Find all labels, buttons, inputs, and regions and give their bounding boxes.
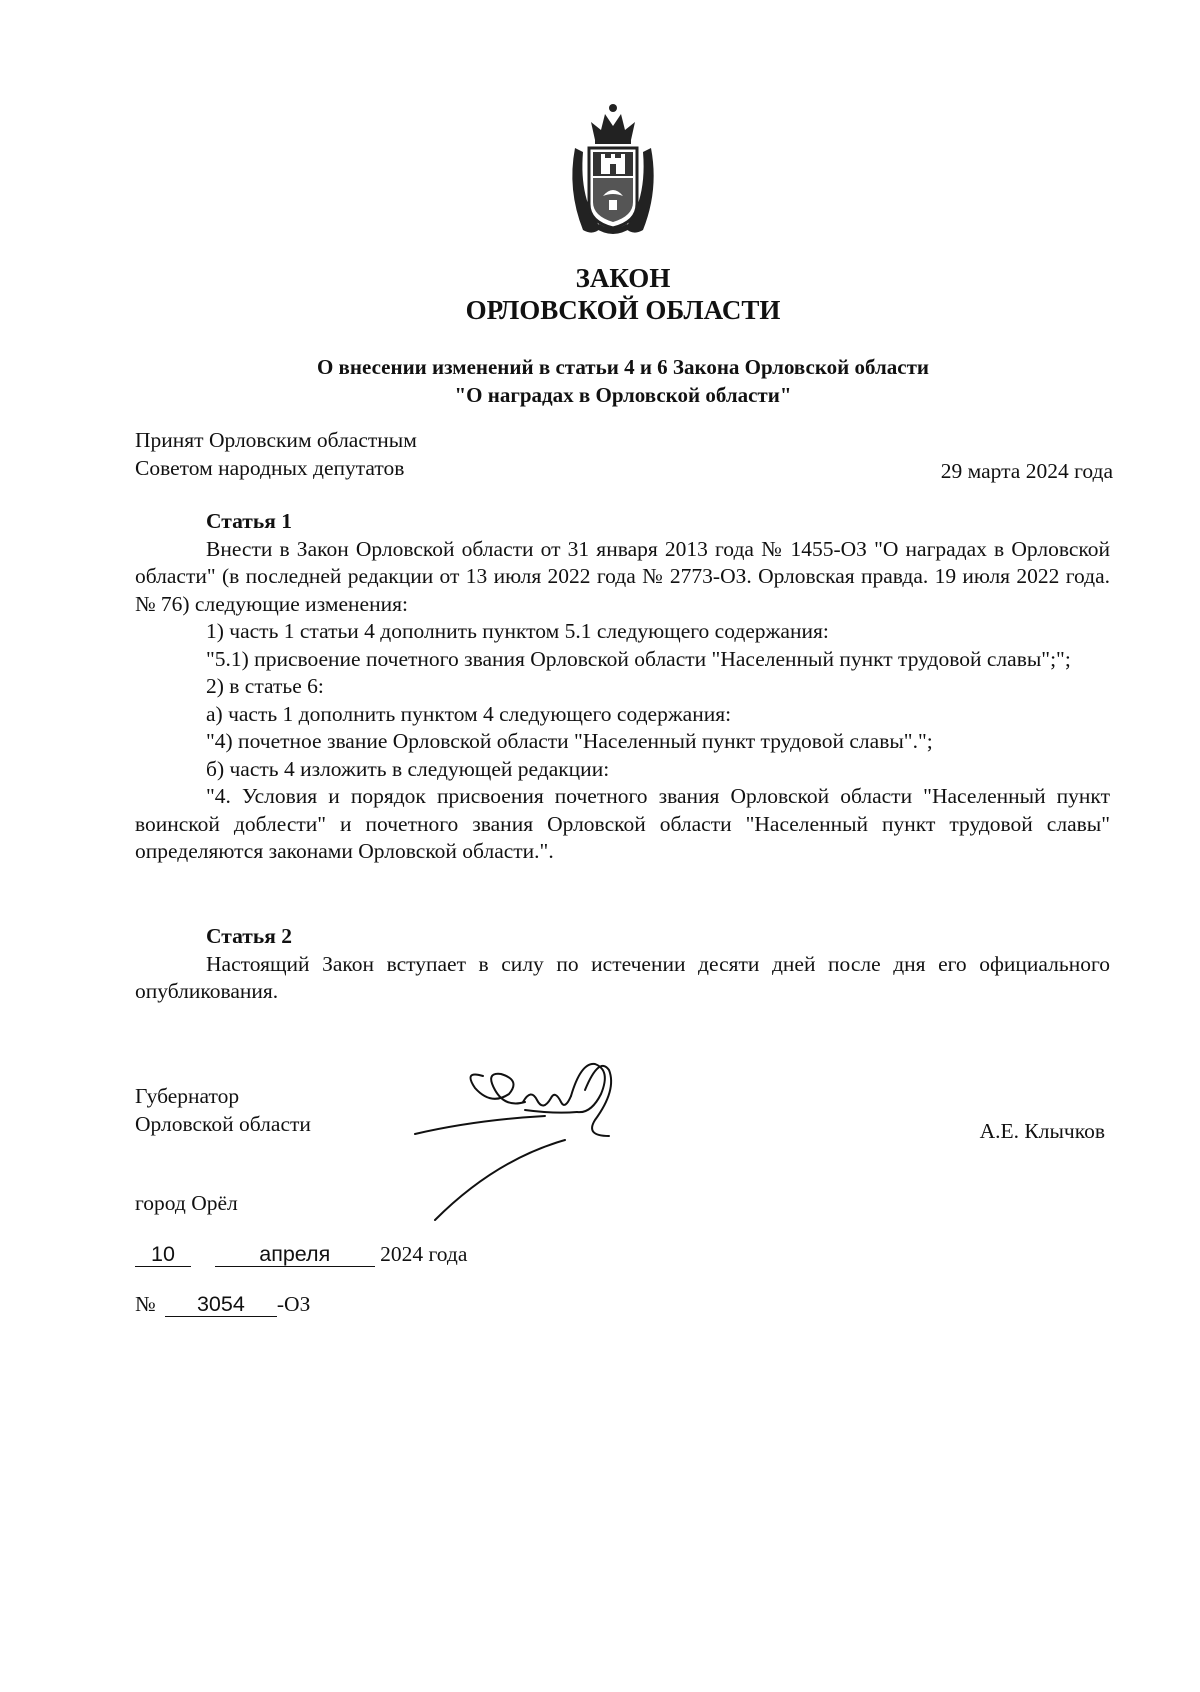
article-1-paragraph: "5.1) присвоение почетного звания Орловской области "Населенный пункт трудовой славы";";: [206, 646, 1071, 671]
article-2-heading: Статья 2: [206, 924, 292, 948]
article-1-paragraph: б) часть 4 изложить в следующей редакции:: [206, 756, 610, 781]
signatory-name: А.Е. Клычков: [979, 1119, 1105, 1143]
law-number-suffix: -ОЗ: [276, 1292, 311, 1316]
article-1-heading: Статья 1: [206, 509, 292, 533]
number-sign: №: [135, 1292, 156, 1316]
article-2-paragraph: Настоящий Закон вступает в силу по истечении десяти дней после дня его официального опубликования.: [135, 951, 1110, 1003]
article-1: [135, 508, 1110, 866]
article-1-paragraph: 1) часть 1 статьи 4 дополнить пунктом 5.1 следующего содержания:: [206, 619, 829, 643]
article-1-paragraph: а) часть 1 дополнить пунктом 4 следующего содержания:: [206, 701, 732, 726]
signing-place: город Орёл: [135, 1191, 238, 1215]
article-1-paragraph: 2) в статье 6:: [206, 674, 324, 698]
adoption-date: 29 марта 2024 года: [940, 459, 1113, 483]
article-2: [135, 923, 1110, 1006]
law-subject-line-1: О внесении изменений в статьи 4 и 6 Закона Орловской области: [316, 355, 930, 379]
article-1-paragraph: Внести в Закон Орловской области от 31 января 2013 года № 1455-ОЗ "О наградах в Орловской области" (в последней редакции от 13 июля 2022 года № 2773-ОЗ. Орловская правда. 19 июля 2022 года. № 76) следующие изменения:: [135, 536, 1110, 616]
document-type-title: ЗАКОН: [575, 263, 671, 293]
article-1-paragraph: "4. Условия и порядок присвоения почетного звания Орловской области "Населенный пункт воинской доблести" и почетного звания Орловской области "Населенный пункт трудовой славы" определяются законами Орловской области.".: [135, 784, 1110, 863]
adoption-body-line-2: Советом народных депутатов: [135, 456, 405, 480]
law-subject-line-2: "О наградах в Орловской области": [454, 383, 792, 407]
signing-year: 2024 года: [380, 1242, 468, 1266]
coat-of-arms-emblem: [565, 100, 661, 240]
signing-month: апреля: [215, 1242, 375, 1267]
signing-date-row: [135, 1240, 467, 1268]
signing-day: 10: [135, 1242, 191, 1267]
adoption-body-line-1: Принят Орловским областным: [135, 428, 417, 452]
article-1-paragraph: "4) почетное звание Орловской области "Населенный пункт трудовой славы".";: [206, 729, 933, 753]
handwritten-signature: [405, 1050, 655, 1230]
signatory-position-line-2: Орловской области: [135, 1112, 311, 1136]
law-number: 3054: [165, 1292, 277, 1317]
issuing-authority-title: ОРЛОВСКОЙ ОБЛАСТИ: [465, 295, 781, 325]
signatory-position-line-1: Губернатор: [135, 1084, 240, 1108]
law-number-row: [135, 1290, 310, 1318]
